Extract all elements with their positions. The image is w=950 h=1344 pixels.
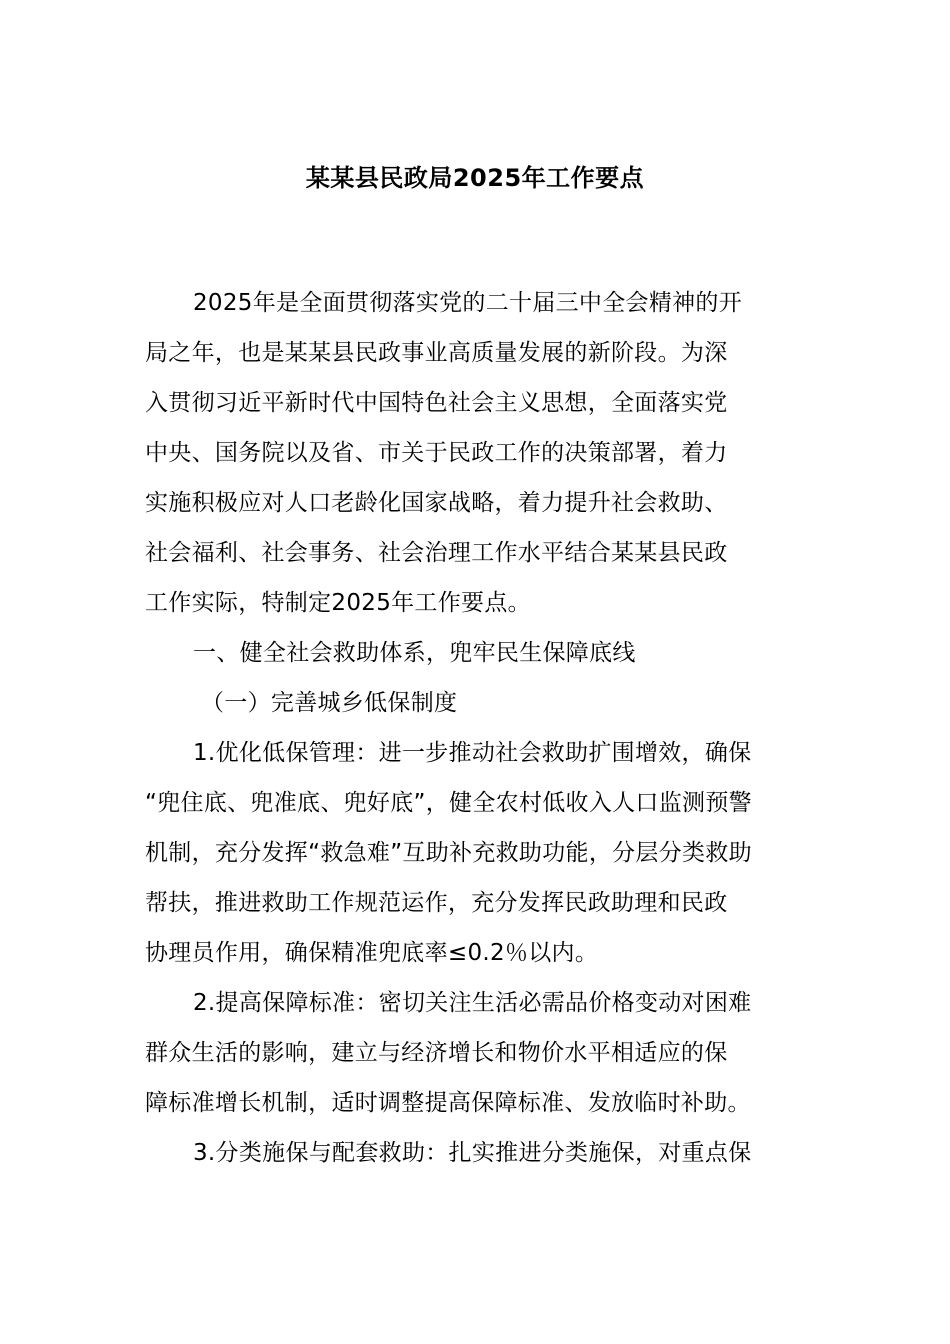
- text-line: 协理员作用，确保精准兜底率≤0.2％以内。: [145, 940, 599, 966]
- text-line: 障标准增长机制，适时调整提高保障标准、发放临时补助。: [145, 1090, 751, 1116]
- text-line: 机制，充分发挥“救急难”互助补充救助功能，分层分类救助: [145, 840, 752, 866]
- section-heading: 一、健全社会救助体系，兜牢民生保障底线: [193, 640, 636, 666]
- document-title: 某某县民政局2025年工作要点: [305, 164, 645, 192]
- text-line: 2.提高保障标准：密切关注生活必需品价格变动对困难: [193, 990, 752, 1016]
- text-line: 入贯彻习近平新时代中国特色社会主义思想，全面落实党: [145, 390, 728, 416]
- subsection-heading: （一）完善城乡低保制度: [201, 690, 458, 716]
- text-line: 群众生活的影响，建立与经济增长和物价水平相适应的保: [145, 1040, 728, 1066]
- document-body: [145, 278, 807, 1178]
- text-line: 实施积极应对人口老龄化国家战略，着力提升社会救助、: [145, 490, 728, 516]
- text-line: 帮扶，推进救助工作规范运作，充分发挥民政助理和民政: [145, 890, 728, 916]
- text-line: 中央、国务院以及省、市关于民政工作的决策部署，着力: [145, 440, 728, 466]
- text-line: 局之年，也是某某县民政事业高质量发展的新阶段。为深: [145, 340, 728, 366]
- text-line: 3.分类施保与配套救助：扎实推进分类施保，对重点保: [193, 1140, 752, 1166]
- text-line: “兜住底、兜准底、兜好底”，健全农村低收入人口监测预警: [145, 790, 752, 816]
- text-line: 2025年是全面贯彻落实党的二十届三中全会精神的开: [193, 290, 743, 316]
- text-line: 工作实际，特制定2025年工作要点。: [145, 590, 531, 616]
- text-line: 1.优化低保管理：进一步推动社会救助扩围增效，确保: [193, 740, 752, 766]
- text-line: 社会福利、社会事务、社会治理工作水平结合某某县民政: [145, 540, 728, 566]
